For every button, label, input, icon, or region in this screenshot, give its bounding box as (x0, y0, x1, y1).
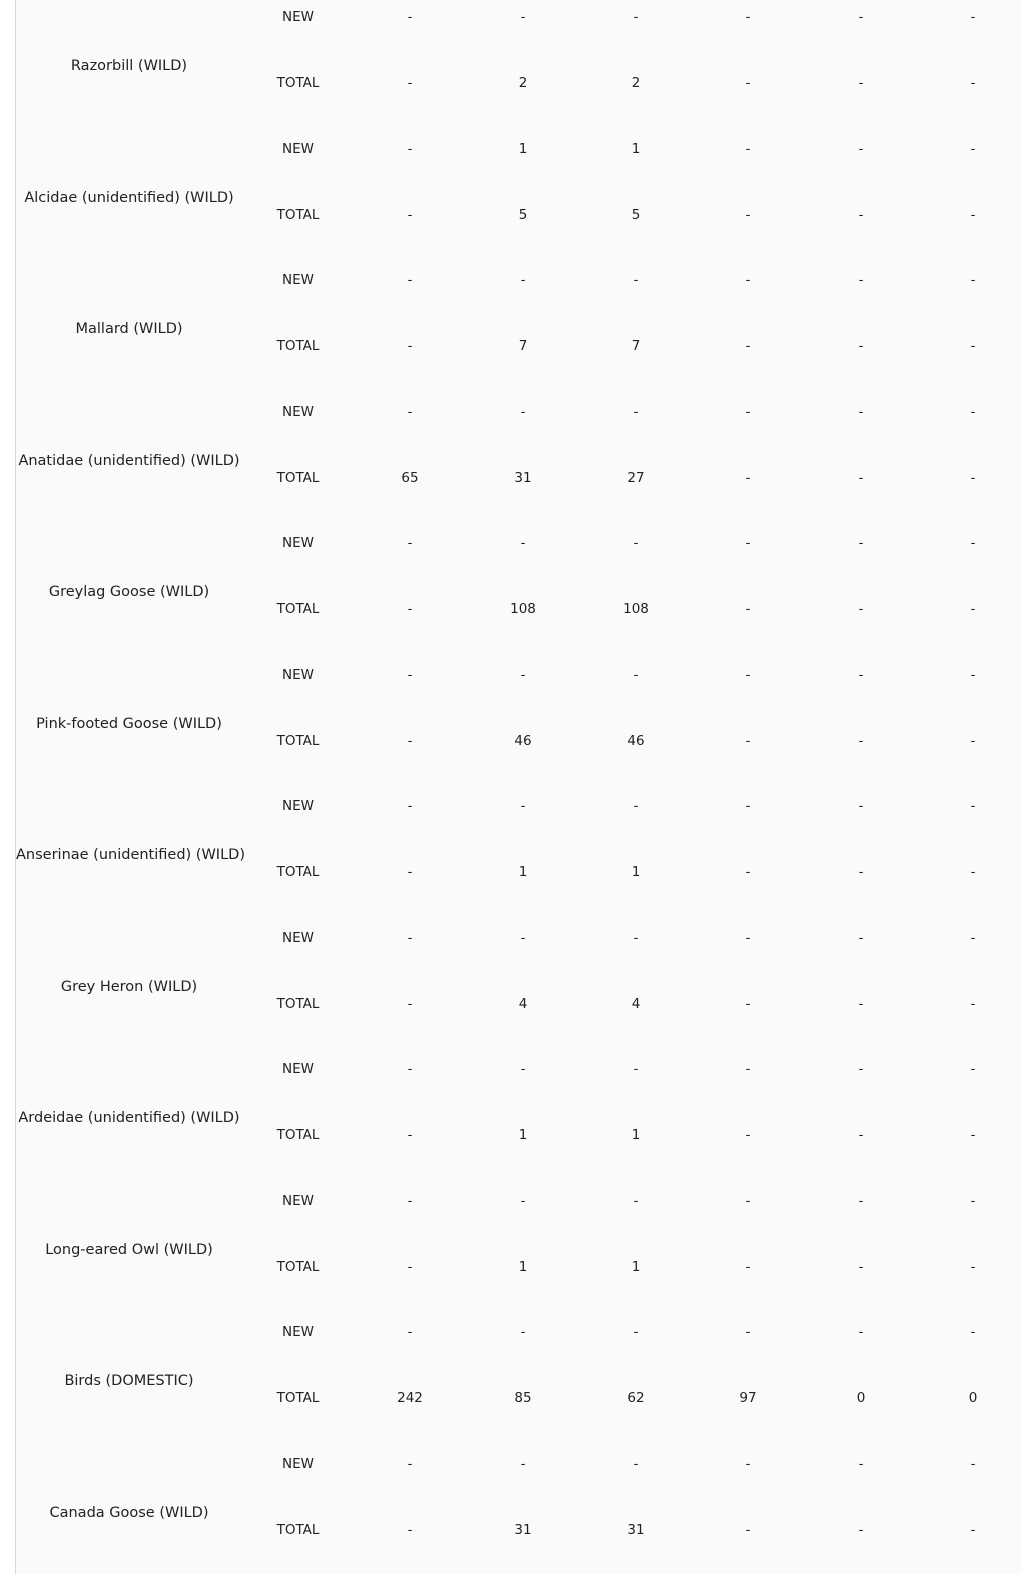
table-cell: - (706, 396, 790, 428)
new-row (16, 1185, 1021, 1217)
row-type-label: NEW (256, 922, 340, 954)
table-cell: - (819, 67, 903, 99)
table-cell: - (368, 396, 452, 428)
table-cell: - (931, 1119, 1015, 1151)
total-row (16, 1382, 1021, 1414)
table-cell: 1 (594, 1119, 678, 1151)
table-cell: - (931, 593, 1015, 625)
row-type-label: TOTAL (256, 856, 340, 888)
table-cell: - (706, 1251, 790, 1283)
table-cell: - (594, 1316, 678, 1348)
table-cell: - (706, 1119, 790, 1151)
table-cell: - (706, 1053, 790, 1085)
row-type-label: NEW (256, 396, 340, 428)
table-cell: - (931, 1514, 1015, 1546)
table-cell: - (481, 1316, 565, 1348)
table-cell: - (819, 396, 903, 428)
table-cell: - (594, 527, 678, 559)
table-cell: - (931, 1185, 1015, 1217)
table-cell: - (819, 1053, 903, 1085)
table-cell: - (481, 527, 565, 559)
table-cell: - (368, 790, 452, 822)
table-cell: - (706, 593, 790, 625)
row-type-label: TOTAL (256, 199, 340, 231)
table-cell: - (368, 593, 452, 625)
table-cell: - (594, 790, 678, 822)
table-cell: - (368, 199, 452, 231)
table-cell: - (706, 659, 790, 691)
table-cell: - (819, 1251, 903, 1283)
table-cell: - (931, 1251, 1015, 1283)
table-cell: - (481, 1053, 565, 1085)
table-cell: - (368, 264, 452, 296)
row-type-label: NEW (256, 790, 340, 822)
species-block (16, 789, 1021, 921)
table-cell: - (931, 199, 1015, 231)
row-type-label: TOTAL (256, 725, 340, 757)
table-cell: - (931, 1448, 1015, 1480)
table-cell: - (819, 527, 903, 559)
new-row (16, 790, 1021, 822)
table-cell: - (594, 1448, 678, 1480)
row-type-label: TOTAL (256, 988, 340, 1020)
table-cell: - (368, 133, 452, 165)
row-type-label: TOTAL (256, 1382, 340, 1414)
new-row (16, 133, 1021, 165)
table-cell: - (594, 1053, 678, 1085)
species-block (16, 1184, 1021, 1316)
total-row (16, 856, 1021, 888)
table-cell: - (368, 922, 452, 954)
row-type-label: NEW (256, 1448, 340, 1480)
species-name: Ardeidae (unidentified) (WILD) (16, 1102, 242, 1134)
table-cell: - (819, 593, 903, 625)
total-row (16, 1119, 1021, 1151)
row-type-label: TOTAL (256, 330, 340, 362)
table-cell: 0 (931, 1382, 1015, 1414)
table-cell: - (368, 67, 452, 99)
table-cell: 7 (594, 330, 678, 362)
new-row (16, 1053, 1021, 1085)
table-cell: - (368, 1, 452, 33)
table-cell: - (706, 199, 790, 231)
table-cell: 27 (594, 462, 678, 494)
table-cell: - (368, 1119, 452, 1151)
table-cell: 1 (481, 1119, 565, 1151)
table-cell: - (819, 1514, 903, 1546)
row-type-label: NEW (256, 1, 340, 33)
species-block (16, 1315, 1021, 1447)
table-cell: - (819, 1185, 903, 1217)
table-cell: - (706, 67, 790, 99)
table-cell: 46 (594, 725, 678, 757)
new-row (16, 1448, 1021, 1480)
row-type-label: TOTAL (256, 593, 340, 625)
table-cell: - (819, 1119, 903, 1151)
new-row (16, 264, 1021, 296)
table-cell: - (931, 725, 1015, 757)
row-type-label: TOTAL (256, 1119, 340, 1151)
species-block (16, 0, 1021, 132)
table-cell: - (481, 1448, 565, 1480)
table-cell: - (931, 396, 1015, 428)
table-cell: - (368, 1251, 452, 1283)
table-cell: - (706, 1448, 790, 1480)
table-cell: - (706, 725, 790, 757)
species-name: Mallard (WILD) (16, 313, 242, 345)
table-cell: - (706, 264, 790, 296)
table-cell: 108 (594, 593, 678, 625)
outbreak-table (15, 0, 1021, 1574)
table-cell: - (931, 856, 1015, 888)
table-cell: - (819, 462, 903, 494)
table-cell: 46 (481, 725, 565, 757)
species-block (16, 132, 1021, 264)
table-cell: - (931, 67, 1015, 99)
table-cell: - (931, 1053, 1015, 1085)
table-cell: 2 (481, 67, 565, 99)
table-cell: - (819, 1448, 903, 1480)
table-cell: - (819, 1316, 903, 1348)
table-cell: 31 (481, 1514, 565, 1546)
table-cell: 97 (706, 1382, 790, 1414)
table-cell: 5 (594, 199, 678, 231)
table-cell: 7 (481, 330, 565, 362)
table-cell: - (481, 1185, 565, 1217)
species-name: Alcidae (unidentified) (WILD) (16, 182, 242, 214)
total-row (16, 988, 1021, 1020)
total-row (16, 330, 1021, 362)
table-cell: 1 (594, 133, 678, 165)
table-cell: - (931, 527, 1015, 559)
table-cell: - (819, 264, 903, 296)
table-cell: - (706, 1316, 790, 1348)
table-cell: - (931, 462, 1015, 494)
total-row (16, 67, 1021, 99)
table-cell: - (706, 856, 790, 888)
new-row (16, 1316, 1021, 1348)
row-type-label: NEW (256, 659, 340, 691)
table-cell: - (819, 659, 903, 691)
table-cell: - (368, 1448, 452, 1480)
table-cell: - (931, 922, 1015, 954)
table-cell: - (594, 922, 678, 954)
table-cell: 1 (481, 856, 565, 888)
table-cell: - (931, 1316, 1015, 1348)
new-row (16, 922, 1021, 954)
species-block (16, 921, 1021, 1053)
table-cell: - (594, 264, 678, 296)
row-type-label: TOTAL (256, 462, 340, 494)
table-cell: 0 (819, 1382, 903, 1414)
table-cell: - (706, 527, 790, 559)
table-cell: - (706, 330, 790, 362)
table-cell: 62 (594, 1382, 678, 1414)
table-cell: 31 (481, 462, 565, 494)
table-cell: - (481, 1, 565, 33)
table-cell: 1 (594, 1251, 678, 1283)
table-cell: - (368, 1185, 452, 1217)
table-cell: 85 (481, 1382, 565, 1414)
table-cell: - (594, 659, 678, 691)
species-name: Razorbill (WILD) (16, 50, 242, 82)
table-cell: - (706, 1185, 790, 1217)
table-cell: - (706, 1, 790, 33)
table-cell: 242 (368, 1382, 452, 1414)
species-name: Canada Goose (WILD) (16, 1497, 242, 1529)
total-row (16, 1514, 1021, 1546)
row-type-label: TOTAL (256, 1514, 340, 1546)
table-cell: - (706, 988, 790, 1020)
table-cell: - (819, 199, 903, 231)
table-cell: 1 (481, 133, 565, 165)
table-cell: - (819, 922, 903, 954)
table-cell: - (931, 264, 1015, 296)
species-name: Anatidae (unidentified) (WILD) (16, 445, 242, 477)
table-cell: - (368, 1514, 452, 1546)
table-cell: - (819, 988, 903, 1020)
table-cell: - (819, 330, 903, 362)
table-cell: 4 (481, 988, 565, 1020)
new-row (16, 1, 1021, 33)
table-cell: - (594, 1185, 678, 1217)
row-type-label: TOTAL (256, 67, 340, 99)
table-cell: - (931, 1, 1015, 33)
table-cell: 65 (368, 462, 452, 494)
new-row (16, 527, 1021, 559)
table-cell: 5 (481, 199, 565, 231)
table-cell: 31 (594, 1514, 678, 1546)
table-cell: - (368, 856, 452, 888)
species-block (16, 1052, 1021, 1184)
table-cell: - (368, 330, 452, 362)
table-cell: - (819, 725, 903, 757)
species-block (16, 526, 1021, 658)
table-cell: 4 (594, 988, 678, 1020)
table-cell: - (931, 988, 1015, 1020)
row-type-label: NEW (256, 1316, 340, 1348)
table-cell: - (481, 396, 565, 428)
table-cell: - (706, 922, 790, 954)
table-cell: - (706, 133, 790, 165)
total-row (16, 199, 1021, 231)
species-name: Grey Heron (WILD) (16, 971, 242, 1003)
species-name: Anserinae (unidentified) (WILD) (16, 839, 242, 871)
table-cell: - (819, 790, 903, 822)
table-cell: - (368, 1053, 452, 1085)
row-type-label: NEW (256, 1185, 340, 1217)
row-type-label: NEW (256, 264, 340, 296)
table-cell: - (481, 922, 565, 954)
species-block (16, 263, 1021, 395)
row-type-label: NEW (256, 133, 340, 165)
species-block (16, 395, 1021, 527)
table-cell: - (594, 1, 678, 33)
species-block (16, 658, 1021, 790)
table-cell: - (706, 462, 790, 494)
table-cell: 1 (481, 1251, 565, 1283)
species-name: Long-eared Owl (WILD) (16, 1234, 242, 1266)
table-cell: 2 (594, 67, 678, 99)
species-name: Greylag Goose (WILD) (16, 576, 242, 608)
table-cell: - (368, 988, 452, 1020)
row-type-label: NEW (256, 1053, 340, 1085)
table-cell: - (368, 527, 452, 559)
table-cell: - (368, 659, 452, 691)
species-name: Birds (DOMESTIC) (16, 1365, 242, 1397)
table-cell: - (594, 396, 678, 428)
table-cell: - (706, 790, 790, 822)
new-row (16, 396, 1021, 428)
table-cell: - (481, 264, 565, 296)
total-row (16, 1251, 1021, 1283)
table-cell: 108 (481, 593, 565, 625)
table-cell: - (931, 133, 1015, 165)
table-cell: - (931, 659, 1015, 691)
species-block (16, 1447, 1021, 1578)
table-cell: 1 (594, 856, 678, 888)
table-cell: - (931, 330, 1015, 362)
table-cell: - (481, 790, 565, 822)
total-row (16, 462, 1021, 494)
table-cell: - (481, 659, 565, 691)
species-name: Pink-footed Goose (WILD) (16, 708, 242, 740)
table-cell: - (819, 1, 903, 33)
table-cell: - (819, 133, 903, 165)
table-cell: - (706, 1514, 790, 1546)
table-cell: - (819, 856, 903, 888)
row-type-label: TOTAL (256, 1251, 340, 1283)
total-row (16, 725, 1021, 757)
table-cell: - (368, 725, 452, 757)
table-cell: - (931, 790, 1015, 822)
total-row (16, 593, 1021, 625)
new-row (16, 659, 1021, 691)
table-cell: - (368, 1316, 452, 1348)
row-type-label: NEW (256, 527, 340, 559)
